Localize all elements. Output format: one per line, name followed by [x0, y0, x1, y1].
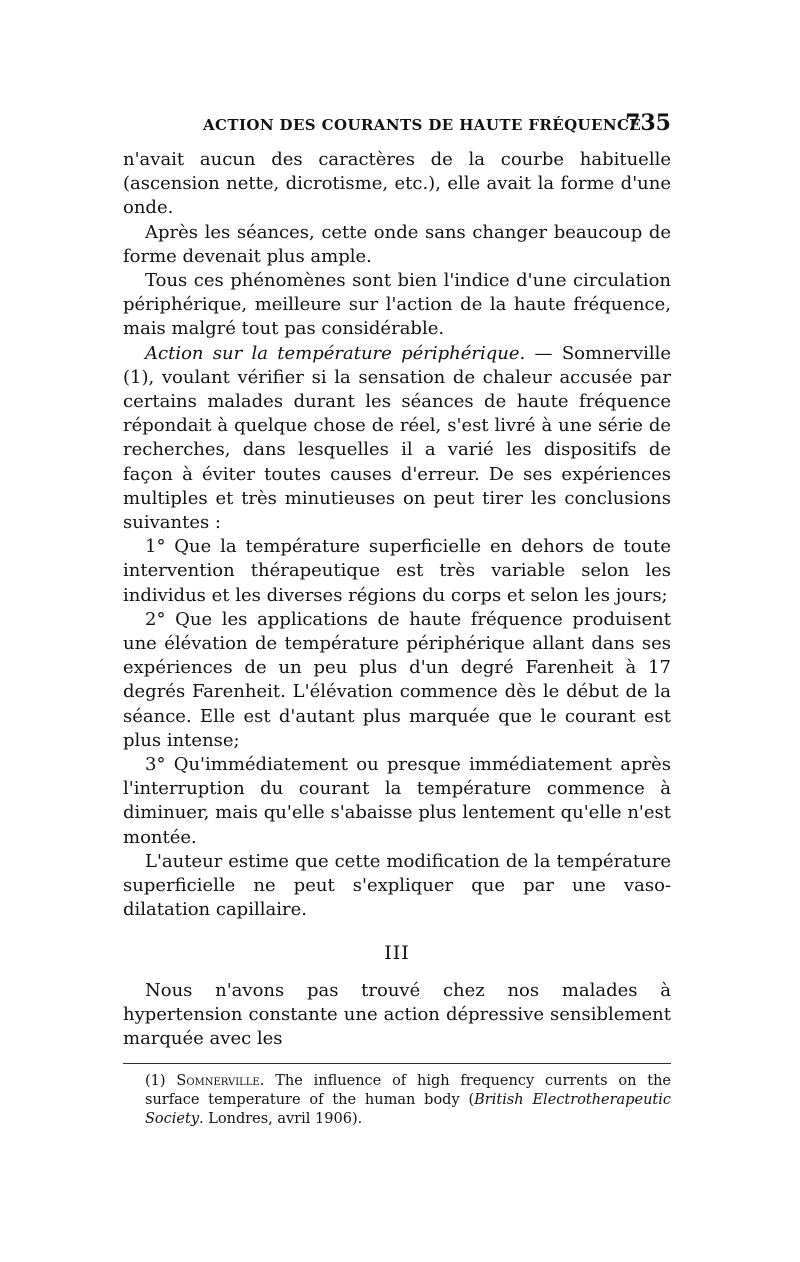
page-number: 735	[625, 110, 671, 136]
footnote-author: Somnerville.	[176, 1073, 265, 1090]
footnote-divider	[123, 1063, 671, 1064]
paragraph: Nous n'avons pas trouvé chez nos malades à hypertension constante une action dépressive sensiblement marquée avec les	[123, 979, 671, 1050]
footnote-journal: British Electrotherapeutic Society	[145, 1092, 671, 1128]
paragraph: Tous ces phénomènes sont bien l'indice d'une circulation périphérique, meilleure sur l'action de la haute fréquence, mais malgré tout pas considérable.	[123, 270, 671, 340]
paragraph-continuation: n'avait aucun des caractères de la courbe habituelle (ascension nette, dicrotisme, etc.), elle avait la forme d'une onde.	[123, 149, 671, 219]
footnote-text-end: . Londres, avril 1906).	[199, 1111, 363, 1128]
list-item: 2° Que les applications de haute fréquence produisent une élévation de température périphérique allant dans ses expériences de un peu plus d'un degré Farenheit à 17 degrés Farenheit. L'élévation commence dès le début de la séance. Elle est d'autant plus marquée que le courant est plus intense;	[123, 608, 671, 751]
footnote-marker: (1)	[145, 1073, 166, 1090]
footnote-text: The influence of high frequency currents on the surface temperature of the human body (	[145, 1073, 672, 1109]
body-text	[123, 148, 671, 1051]
running-title: ACTION DES COURANTS DE HAUTE FRÉQUENCE	[203, 116, 642, 134]
list-item: 1° Que la température superficielle en dehors de toute intervention thérapeutique est très variable selon les individus et les diverses régions du corps et selon les jours;	[123, 536, 671, 606]
footnote	[123, 1072, 671, 1129]
paragraph: Après les séances, cette onde sans changer beaucoup de forme devenait plus ample.	[123, 221, 671, 267]
paragraph-text: — Somnerville (1), voulant vérifier si la sensation de chaleur accusée par certains malades durant les séances de haute fréquence répondait à quelque chose de réel, s'est livré à une série de recherches, dans lesquelles il a varié les dispositifs de façon à éviter toutes causes d'erreur. De ses expériences multiples et très minutieuses on peut tirer les conclusions suivantes :	[123, 342, 672, 534]
paragraph-lead: Action sur la température périphérique.	[145, 342, 526, 364]
running-head	[123, 110, 671, 138]
action-paragraph	[123, 342, 671, 536]
page	[123, 110, 671, 1129]
list-item: 3° Qu'immédiatement ou presque immédiatement après l'interruption du courant la température commence à diminuer, mais qu'elle s'abaisse plus lentement qu'elle n'est montée.	[123, 754, 671, 848]
conclusion-paragraph: L'auteur estime que cette modification de la température superficielle ne peut s'expliquer que par une vaso-dilatation capillaire.	[123, 850, 671, 921]
section-heading: III	[384, 941, 410, 964]
